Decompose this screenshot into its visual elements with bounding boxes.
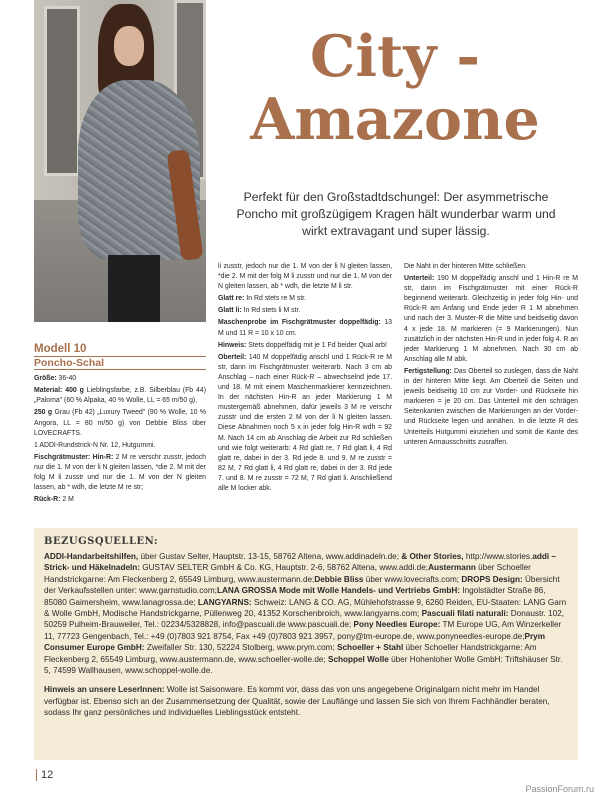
instruction-label: Glatt li: — [218, 307, 242, 315]
instruction-paragraph — [218, 353, 392, 494]
source-name: & Other Stories, — [401, 552, 464, 561]
reader-hint — [44, 684, 568, 718]
instruction-text: In Rd stets re M str. — [244, 295, 307, 303]
instruction-label: Rück-R: — [34, 496, 61, 504]
instruction-text: Grau (Fb 42) „Luxury Tweed" (90 % Wolle, 10 % Angora, LL = 80 m/50 g) von Debbie Bliss über LOVECRAFTS. — [34, 409, 206, 437]
instruction-paragraph — [404, 367, 578, 448]
source-details: Ingolstädter Straße 86, 85080 Gaimersheim, www.lanagrossa.de; — [44, 586, 546, 607]
instruction-text: 140 M doppelfädig anschl und 1 Rück-R re M str, dann im Fischgrätmuster weiterarb. Nach 3 cm ab Anschlag – nach einer Rück-R – abwechselnd jede 17. und 18. M mit einem Maschenmarkierer kennzeichnen. In der nächsten Hin-R an jeder Markierung 1 M mustergemäß abnehmen, dafür jeweils 3 M re verschr zusstr und die ersten 2 M von der li N gleiten lassen. Diese Abnahmen noch 5 x in jeder folg Hin-R wdh = 92 M. Nach 14 cm ab Anschlag die Arbeit zur Rd schließen und wie folgt weiterarb: 4 Rd glatt re, 7 Rd glatt li, 4 Rd glatt re, dabei in der 3. Rd jede 8. und 9. M re zusstr = 82 M, 7 Rd glatt li, 4 Rd glatt re, dabei in der 3. Rd jede 7. und 8. M re zusstr = 72 M, 7 Rd glatt li. Anschließend alle M locker abk. — [218, 353, 392, 492]
instruction-label: Größe: — [34, 375, 57, 383]
source-name: LANGYARNS: — [197, 597, 252, 607]
instruction-text: Lieblingsfarbe, z.B. Silberblau (Fb 44) „Paloma" (60 % Alpaka, 40 % Wolle, LL = 65 m/50 g), — [34, 387, 207, 405]
instruction-label: Maschenprobe im Fischgrätmuster doppelfädig: — [218, 319, 381, 327]
photo-model-legs — [108, 255, 160, 322]
instruction-paragraph — [34, 453, 206, 493]
photo-model-face — [114, 26, 144, 66]
sources-list — [44, 551, 568, 676]
instruction-paragraph — [404, 262, 578, 272]
source-details: über Schoeller Handstrickgarne: Am Fleckenberg 2, 65549 Limburg, www.austermann.de, www.schoeller-wolle.de; — [44, 643, 537, 664]
instruction-text: 190 M doppelfädig anschl und 1 Hin-R re M str, dann im Fischgrätmuster mit einer Rück-R beginnend weiterarb. Gleichzeitig in jeder folg Hin- und Rück-R am Anfang und Ende jeder R 1 M abnehmen und nach der 3. Muster-R die Mitte und beidseitig davon 4 x jede 18. M markieren (= 9 Markierungen). Nun zusätzlich in der nächsten Hin-R und in jeder folg 4. R an jeder Markierung 1 M abnehmen. Nach 30 cm ab Anschlag alle M abk. — [404, 275, 578, 363]
source-details: GUSTAV SELTER GmbH & Co. KG, Hauptstr. 2-6, 58762 Altena, www.addi.de; — [140, 563, 429, 573]
source-details: über Gustav Selter, Hauptstr. 13-15, 58762 Altena, www.addinadeln.de; — [138, 552, 402, 561]
instructions-col-2 — [218, 262, 392, 496]
column-1 — [34, 344, 206, 507]
instruction-label: Material: 400 g — [34, 387, 84, 395]
instruction-label: Hinweis: — [218, 341, 247, 349]
instruction-text: 1 ADDI-Rundstrick-N Nr. 12, Hutgummi. — [34, 441, 156, 449]
source-details: über www.lovecrafts.com; — [363, 574, 462, 584]
title-line-2: Amazone — [250, 86, 540, 153]
instruction-paragraph — [404, 274, 578, 365]
page-number: 12 — [36, 769, 53, 781]
instruction-text: Stets doppelfädig mit je 1 Fd beider Qual arb! — [246, 341, 387, 349]
source-name: Schoeller + Stahl — [337, 643, 404, 653]
sources-box — [34, 528, 578, 760]
instructions-col-1 — [34, 374, 206, 505]
instruction-label: 250 g — [34, 409, 53, 417]
instruction-label: Unterteil: — [404, 275, 435, 283]
model-number: Modell 10 — [34, 343, 87, 355]
instruction-paragraph — [218, 318, 392, 338]
instruction-text: 2 M — [60, 496, 74, 504]
source-name: addi – Strick- und Häkelnadeln: — [44, 552, 556, 573]
instruction-paragraph — [218, 341, 392, 351]
source-details: über Schoeller Handstrickgarne: Am Fleckenberg 2, 65549 Limburg, www.austermann.de; — [44, 563, 531, 584]
instruction-text: 13 M und 11 R = 10 x 10 cm. — [218, 319, 392, 337]
source-name: DROPS Design: — [461, 574, 523, 584]
source-details: Schweiz: LANG & CO. AG, Mühlehofstrasse 9, 6260 Reiden, EU-Staaten: LANG Garn & Wolle GmbH, Modische Handstrickgarne, Püllenweg 20, 41352 Korschenbroich, www.langyarns.com; — [44, 597, 567, 619]
source-name: ADDI-Handarbeitshilfen, — [44, 552, 139, 561]
page-title — [210, 23, 580, 153]
instruction-label: Fischgrätmuster: Hin-R: — [34, 453, 114, 461]
model-photo — [34, 0, 206, 322]
source-name: Prym Consumer Europe GmbH: — [44, 631, 545, 653]
source-name: Austermann — [428, 563, 476, 573]
source-details: TM Europe UG, Am Winzerkeller 11, 77723 Gengenbach, Tel.: +49 (0)7803 921 8754, Fax +49 (0)7803 921 3957, pony@tm-europe.de, www.ponyneedles-europe.de; — [44, 620, 562, 641]
instruction-text: Die Naht in der hinteren Mitte schließen. — [404, 263, 527, 270]
source-details: Zweifaller Str. 130, 52224 Stolberg, www.prym.com; — [144, 643, 338, 653]
source-details: Übersicht der Verkaufsstellen unter: www.garnstudio.com; — [44, 574, 560, 596]
source-name: LANA GROSSA Mode mit Wolle Handels- und Vertriebs GmbH: — [216, 586, 461, 596]
source-details: Donaustr. 102, 50259 Pulheim-Brauweiler, Tel.: 02234/5328828, info@pascuali.de www.pascuali.de; — [44, 609, 565, 630]
instruction-label: Oberteil: — [218, 353, 247, 361]
instruction-paragraph — [218, 262, 392, 292]
lead-text: Perfekt für den Großstadtdschungel: Der asymmetrische Poncho mit großzügigem Kragen hält wunderbar warm und wirkt extravagant und super lässig. — [236, 190, 556, 238]
instruction-paragraph — [34, 408, 206, 438]
instruction-text: 2 M re verschr zusstr, jedoch nur die 1. M von der li N gleiten lassen, *die 2. M mit der folg M li zusstr und nur die 1. M von der N gleiten lassen, ab * wdh, die letzte M re str; — [34, 453, 206, 492]
photo-window — [44, 6, 80, 176]
instruction-paragraph — [34, 495, 206, 505]
instruction-paragraph — [34, 441, 206, 451]
model-name: Poncho-Schal — [34, 356, 206, 370]
instruction-paragraph — [34, 386, 206, 406]
instruction-paragraph — [218, 306, 392, 316]
instruction-text: Das Oberteil so zuslegen, dass die Naht in der hinteren Mitte liegt. Am Oberteil die Seiten und jeweils beidseitig 10 cm zur Vorder- und Rückseite hin markieren = je 20 cm. Das Unterteil mit den schrägen Seitenkanten zwischen die Markierungen an der Vorder- und Rückseite legen und annähen. In die letzte R des Unterteils Hutgummi einziehen und somit die Kante des unteren Armausschnitts zusraffen. — [404, 367, 578, 446]
instruction-label: Glatt re: — [218, 295, 245, 303]
source-name: Debbie Bliss — [314, 574, 364, 584]
instruction-label: Fertigstellung: — [404, 367, 452, 375]
instruction-paragraph — [34, 374, 206, 384]
instructions-col-3 — [404, 262, 578, 450]
reader-hint-text: Wolle ist Saisonware. Es kommt vor, dass das von uns angegebene Originalgarn nicht mehr im Handel verfügbar ist. Ebenso sich an der Zusammensetzung der Qualität, sowie der Lauflänge und lassen Sie sich von Ihrem Fachhändler beraten, sodass Ihr ganz persönliches und individuelles Lieblingsstück entsteht. — [44, 685, 550, 718]
source-name: Pascuali filati naturali: — [421, 609, 509, 619]
watermark: PassionForum.ru — [525, 784, 594, 794]
instruction-text: In Rd stets li M str. — [241, 307, 301, 315]
source-name: Pony Needles Europe: — [353, 620, 441, 630]
source-name: Schoppel Wolle — [327, 654, 389, 664]
sources-heading: BEZUGSQUELLEN: — [44, 536, 159, 547]
source-details: http://www.stories. — [463, 552, 533, 561]
instruction-text: li zusstr, jedoch nur die 1. M von der li N gleiten lassen, *die 2. M mit der folg M li zusstr und nur die 1. M von der N gleiten lassen, ab * wdh, die letzte M li str. — [218, 263, 392, 291]
instruction-text: 36-40 — [56, 375, 77, 383]
reader-hint-label: Hinweis an unsere LeserInnen: — [44, 685, 165, 695]
instruction-paragraph — [218, 294, 392, 304]
title-line-1: City - — [310, 23, 480, 90]
source-details: über Hohenloher Wolle GmbH: Triftshäuser Str. 5, 74599 Wallhausen, www.schoppel-wolle.de. — [44, 654, 563, 676]
